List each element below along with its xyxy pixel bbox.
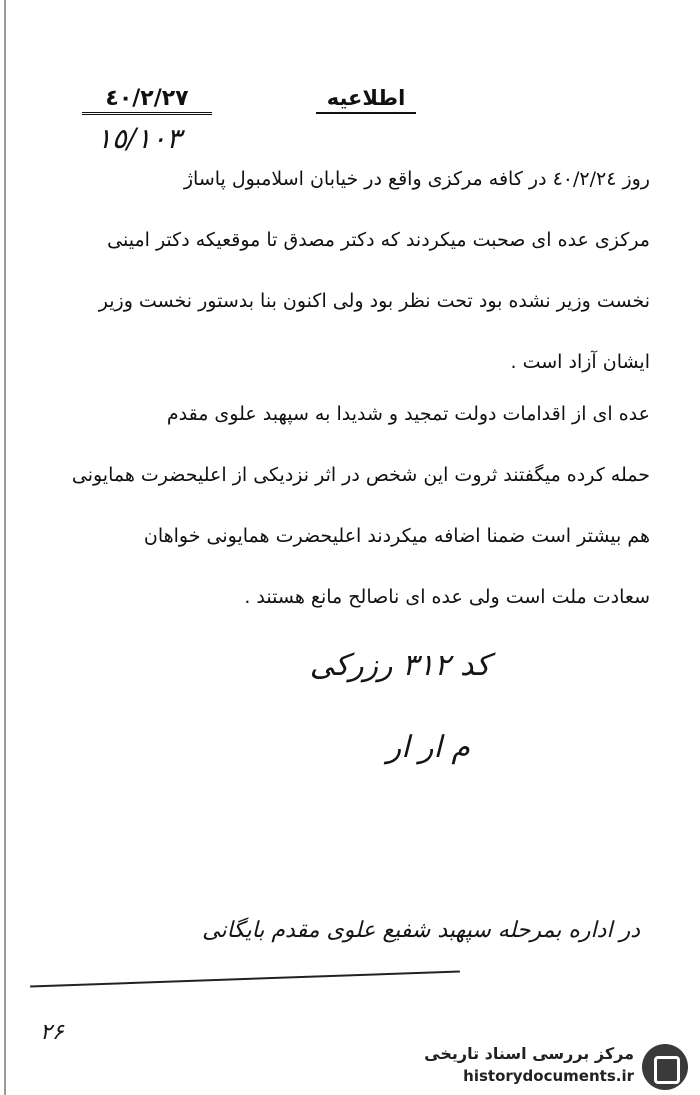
archive-logo-icon (642, 1044, 688, 1090)
watermark-url: historydocuments.ir (463, 1067, 634, 1085)
text-line: مرکزی عده ای صحبت میکردند که دکتر مصدق تا موقعیکه دکتر امینی (107, 229, 650, 251)
handwritten-note-4: ۲۶ (40, 1020, 64, 1045)
paragraph-1 (40, 165, 650, 409)
text-line: نخست وزیر نشده بود تحت نظر بود ولی اکنون بنا بدستور نخست وزیر (98, 290, 650, 312)
handwritten-note-2: م ار ار (386, 730, 470, 765)
handwritten-number: ١٥/١٠٣ (96, 122, 182, 155)
paragraph-2 (40, 400, 650, 644)
text-line: ایشان آزاد است . (510, 351, 650, 373)
handwritten-note-3: در اداره بمرحله سپهبد شفیع علوی مقدم بایگانی (202, 918, 640, 943)
text-line: سعادت ملت است ولی عده ای ناصالح مانع هستند . (244, 586, 650, 608)
watermark-name: مرکز بررسی اسناد تاریخی (424, 1044, 634, 1063)
text-line: هم بیشتر است ضمنا اضافه میکردند اعلیحضرت همایونی خواهان (143, 525, 650, 547)
document-date: ٤٠/٢/٢٧ (82, 86, 212, 115)
handwritten-underline (30, 970, 460, 987)
text-line: روز ٤٠/٢/٢٤ در کافه مرکزی واقع در خیابان اسلامبول پاساژ (183, 168, 650, 190)
text-line: حمله کرده میگفتند ثروت این شخص در اثر نزدیکی از اعلیحضرت همایونی (71, 464, 650, 486)
document-title: اطلاعیه (316, 84, 416, 114)
handwritten-note-1: کد ۳۱۲ رزرکی (309, 648, 490, 683)
text-line: عده ای از اقدامات دولت تمجید و شدیدا به سپهبد علوی مقدم (166, 403, 650, 425)
scan-edge (4, 0, 6, 1095)
watermark (398, 1044, 688, 1090)
